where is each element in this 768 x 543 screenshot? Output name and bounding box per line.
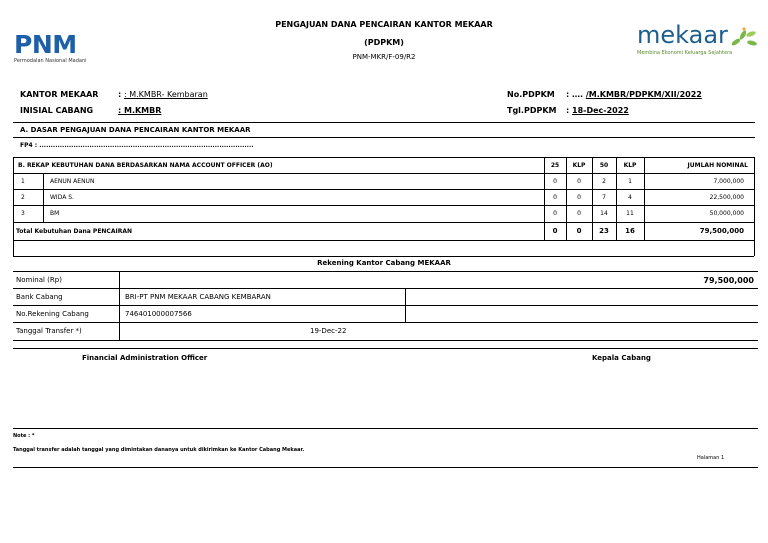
row-50: 2: [602, 178, 606, 185]
bank-label: Bank Cabang: [16, 293, 63, 301]
row-ao-name: WIDA S.: [50, 194, 74, 201]
fp4-line: FP4 : ..............................................................................................: [20, 142, 254, 149]
section-b-title: B. REKAP KEBUTUHAN DANA BERDASARKAN NAMA ACCOUNT OFFICER (AO): [18, 162, 273, 169]
row-25: 0: [553, 178, 557, 185]
row-klp: 4: [628, 194, 632, 201]
total-50: 23: [599, 227, 609, 235]
divider: [13, 122, 755, 123]
row-50: 7: [602, 194, 606, 201]
total-klp: 16: [625, 227, 635, 235]
divider: [13, 428, 758, 429]
signature-fao: Financial Administration Officer: [82, 354, 208, 362]
mekaar-tagline: Membina Ekonomi Keluarga Sejahtera: [637, 50, 733, 56]
pnm-logo-text: PNM: [14, 30, 77, 59]
row-klp: 0: [577, 210, 581, 217]
mekaar-logo-text: mekaar: [637, 21, 728, 49]
col-header-jumlah-nominal: JUMLAH NOMINAL: [687, 162, 748, 169]
row-klp: 0: [577, 178, 581, 185]
row-no: 1: [21, 178, 25, 185]
total-25: 0: [552, 227, 558, 235]
row-no: 2: [21, 194, 25, 201]
cabang-value: : M.KMBR: [118, 106, 162, 115]
row-nominal: 7,000,000: [713, 178, 744, 185]
col-header-50: 50: [599, 162, 609, 169]
row-nominal: 22,500,000: [709, 194, 744, 201]
bank-value: BRI-PT PNM MEKAAR CABANG KEMBARAN: [125, 293, 271, 301]
mekaar-logo: [637, 22, 762, 56]
norek-value: 746401000007566: [125, 310, 192, 318]
row-klp: 11: [626, 210, 634, 217]
no-pdpkm-value: [566, 90, 702, 99]
note-text: Tanggal transfer adalah tanggal yang dimintakan dananya untuk dikirimkan ke Kantor Cabang Mekaar.: [13, 447, 305, 453]
row-50: 14: [600, 210, 608, 217]
leaf-icon: [730, 26, 758, 48]
no-pdpkm-prefix: : ….: [566, 90, 584, 99]
row-klp: 1: [628, 178, 632, 185]
signature-kepala-cabang: Kepala Cabang: [592, 354, 651, 362]
no-pdpkm-number: /M.KMBR/PDPKM/XII/2022: [585, 90, 702, 99]
section-a-title: A. DASAR PENGAJUAN DANA PENCAIRAN KANTOR MEKAAR: [20, 126, 251, 134]
tgl-pdpkm-date: 18-Dec-2022: [572, 106, 629, 115]
divider: [13, 467, 758, 468]
total-klp: 0: [576, 227, 582, 235]
nominal-label: Nominal (Rp): [16, 276, 62, 284]
divider: [13, 137, 755, 138]
divider: [13, 348, 758, 349]
tgl-pdpkm-label: Tgl.PDPKM: [507, 106, 557, 115]
kantor-value: : : M.KMBR- Kembaran: [118, 90, 208, 99]
page-subtitle: (PDPKM): [364, 38, 404, 47]
no-pdpkm-label: No.PDPKM: [507, 90, 555, 99]
tgl-pdpkm-value: [566, 106, 629, 115]
row-25: 0: [553, 210, 557, 217]
nominal-value: 79,500,000: [703, 276, 754, 285]
row-25: 0: [553, 194, 557, 201]
rekening-title: Rekening Kantor Cabang MEKAAR: [317, 259, 451, 267]
row-no: 3: [21, 210, 25, 217]
col-header-klp: KLP: [623, 162, 637, 169]
pnm-tagline: Permodalan Nasional Madani: [14, 58, 87, 64]
total-nominal: 79,500,000: [699, 227, 744, 235]
col-header-25: 25: [550, 162, 560, 169]
total-label: Total Kebutuhan Dana PENCAIRAN: [16, 228, 133, 235]
row-ao-name: AENUN AENUN: [50, 178, 95, 185]
tgl-pdpkm-prefix: :: [566, 106, 570, 115]
norek-label: No.Rekening Cabang: [16, 310, 89, 318]
col-header-klp: KLP: [572, 162, 586, 169]
page-title: PENGAJUAN DANA PENCAIRAN KANTOR MEKAAR: [275, 20, 493, 29]
row-klp: 0: [577, 194, 581, 201]
kantor-label: KANTOR MEKAAR: [20, 90, 99, 99]
transfer-value: 19-Dec-22: [310, 327, 347, 335]
note-label: Note : *: [13, 433, 35, 439]
page-number: Halaman 1: [697, 455, 725, 461]
form-code: PNM-MKR/F-09/R2: [352, 53, 416, 61]
transfer-label: Tanggal Transfer *): [16, 327, 82, 335]
row-ao-name: BM: [50, 210, 60, 217]
kantor-value-text: : M.KMBR- Kembaran: [123, 90, 208, 99]
cabang-label: INISIAL CABANG: [20, 106, 94, 115]
row-nominal: 50,000,000: [709, 210, 744, 217]
